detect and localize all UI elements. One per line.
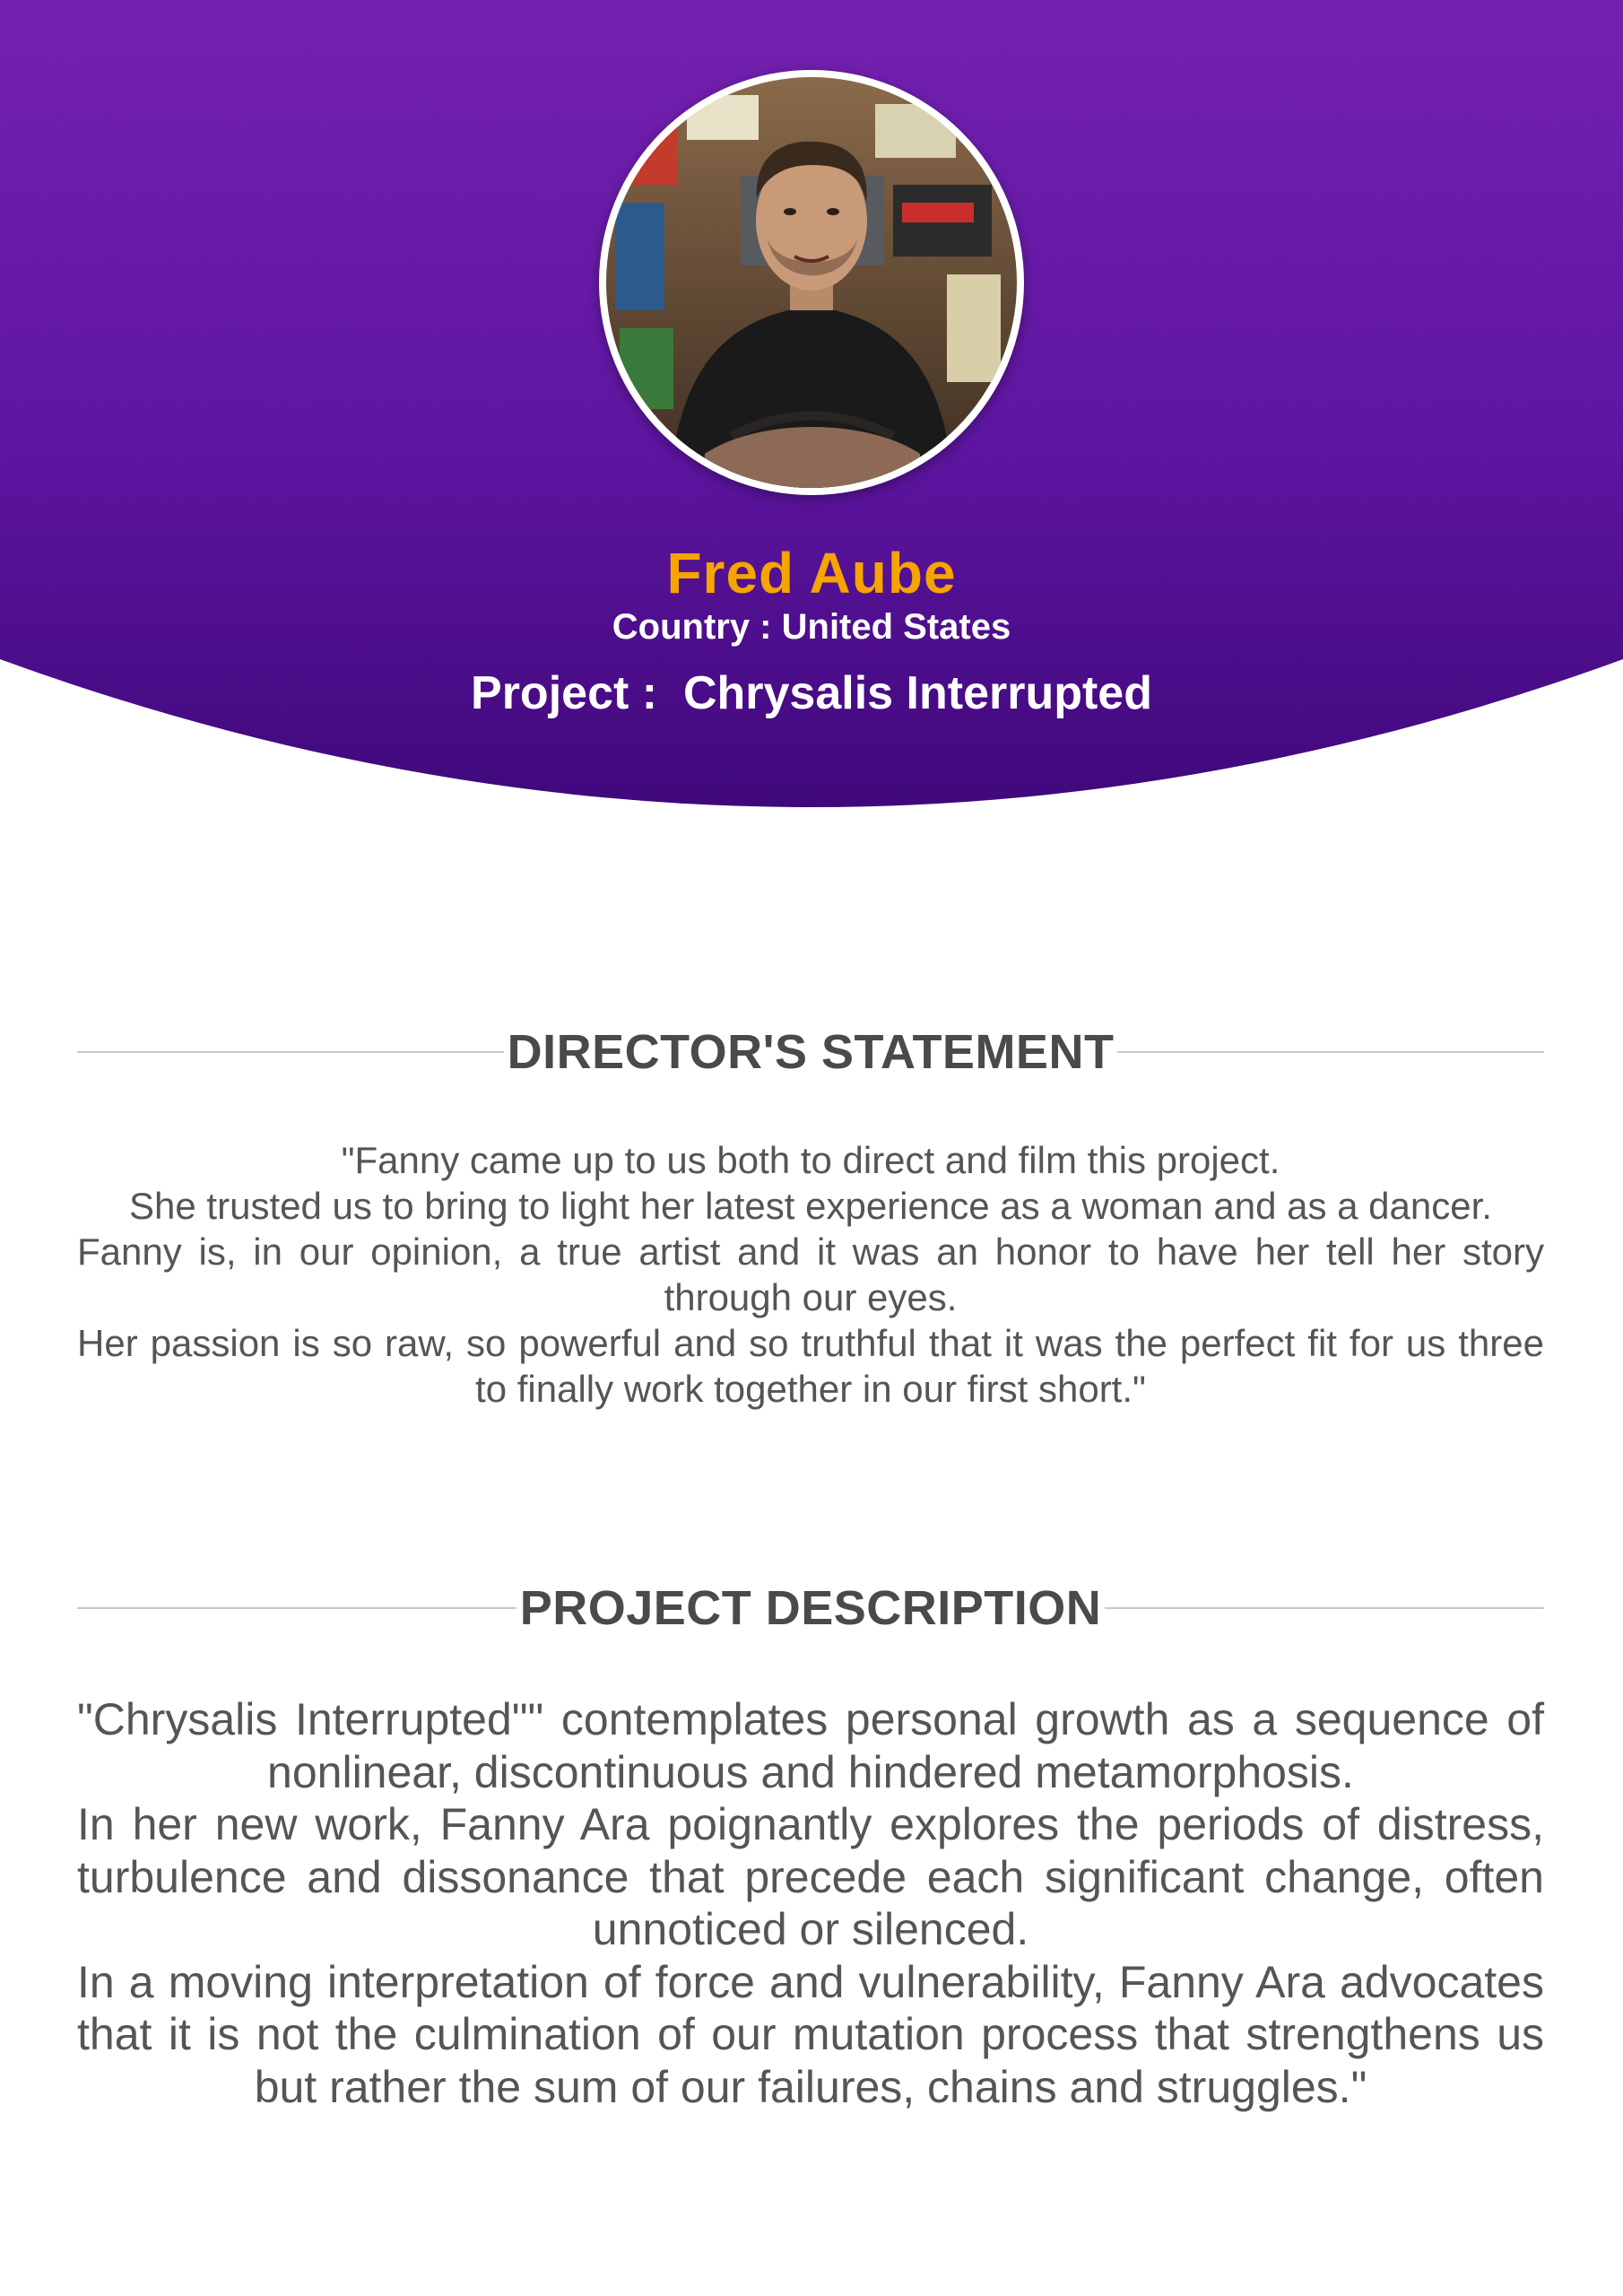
project-title: Project : Chrysalis Interrupted [471,667,1152,719]
heading-rule-right [1117,1051,1544,1053]
description-paragraph: "Chrysalis Interrupted"" contemplates personal growth as a sequence of nonlinear, discontinuous and hindered metamorphosis. [77,1694,1544,1797]
statement-paragraph: Fanny is, in our opinion, a true artist and it was an honor to have her tell her story through our eyes. [77,1231,1544,1318]
directors-statement-heading [77,1021,1544,1083]
statement-paragraph: "Fanny came up to us both to direct and film this project. [341,1139,1280,1181]
heading-rule-left [77,1607,516,1609]
profile-photo-frame [599,70,1024,495]
director-name: Fred Aube [666,541,957,605]
description-paragraph: In her new work, Fanny Ara poignantly explores the periods of distress, turbulence and dissonance that precede each significant change, often unnoticed or silenced. [77,1799,1544,1954]
project-description-heading [77,1577,1544,1639]
statement-paragraph: She trusted us to bring to light her latest experience as a woman and as a dancer. [129,1185,1492,1227]
project-description-text [77,1693,1544,2113]
statement-paragraph: Her passion is so raw, so powerful and so truthful that it was the perfect fit for us three to finally work together in our first short." [77,1322,1544,1410]
description-paragraph: In a moving interpretation of force and vulnerability, Fanny Ara advocates that it is not the culmination of our mutation process that strengthens us but rather the sum of our failures, chains and struggles." [77,1956,1544,2112]
directors-statement-text [77,1137,1544,1412]
director-country: Country : United States [612,607,1011,647]
heading-rule-left [77,1051,504,1053]
profile-photo [606,77,1017,488]
section-title: DIRECTOR'S STATEMENT [507,1025,1115,1079]
heading-rule-right [1105,1607,1544,1609]
section-title: PROJECT DESCRIPTION [519,1581,1102,1635]
